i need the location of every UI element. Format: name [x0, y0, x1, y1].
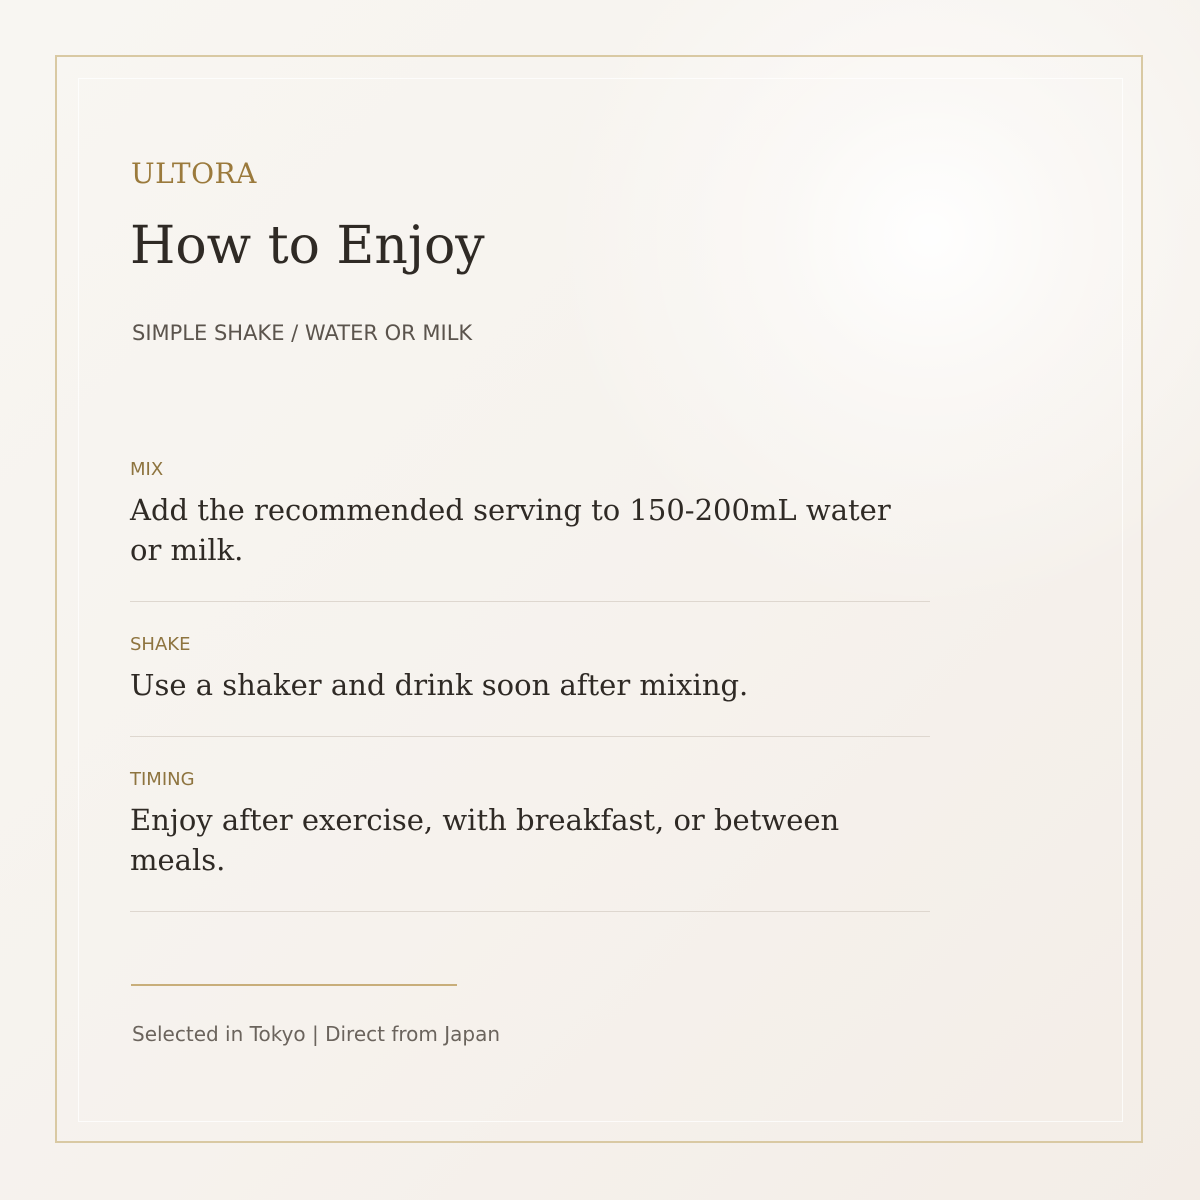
step-description: Enjoy after exercise, with breakfast, or between meals. — [130, 803, 840, 877]
step-description: Use a shaker and drink soon after mixing. — [130, 668, 749, 702]
footer-divider — [131, 984, 457, 986]
brand-name: ULTORA — [131, 157, 257, 190]
step-label: MIX — [130, 459, 164, 480]
step-mix — [130, 455, 930, 602]
step-timing — [130, 765, 930, 912]
steps-list — [130, 455, 930, 940]
page-title: How to Enjoy — [130, 216, 485, 276]
step-label: SHAKE — [130, 634, 191, 655]
step-shake — [130, 630, 930, 737]
step-description: Add the recommended serving to 150-200mL water or milk. — [130, 493, 891, 567]
step-label: TIMING — [130, 769, 195, 790]
page-subtitle: SIMPLE SHAKE / WATER OR MILK — [132, 321, 473, 345]
footer-tagline: Selected in Tokyo | Direct from Japan — [132, 1022, 501, 1046]
